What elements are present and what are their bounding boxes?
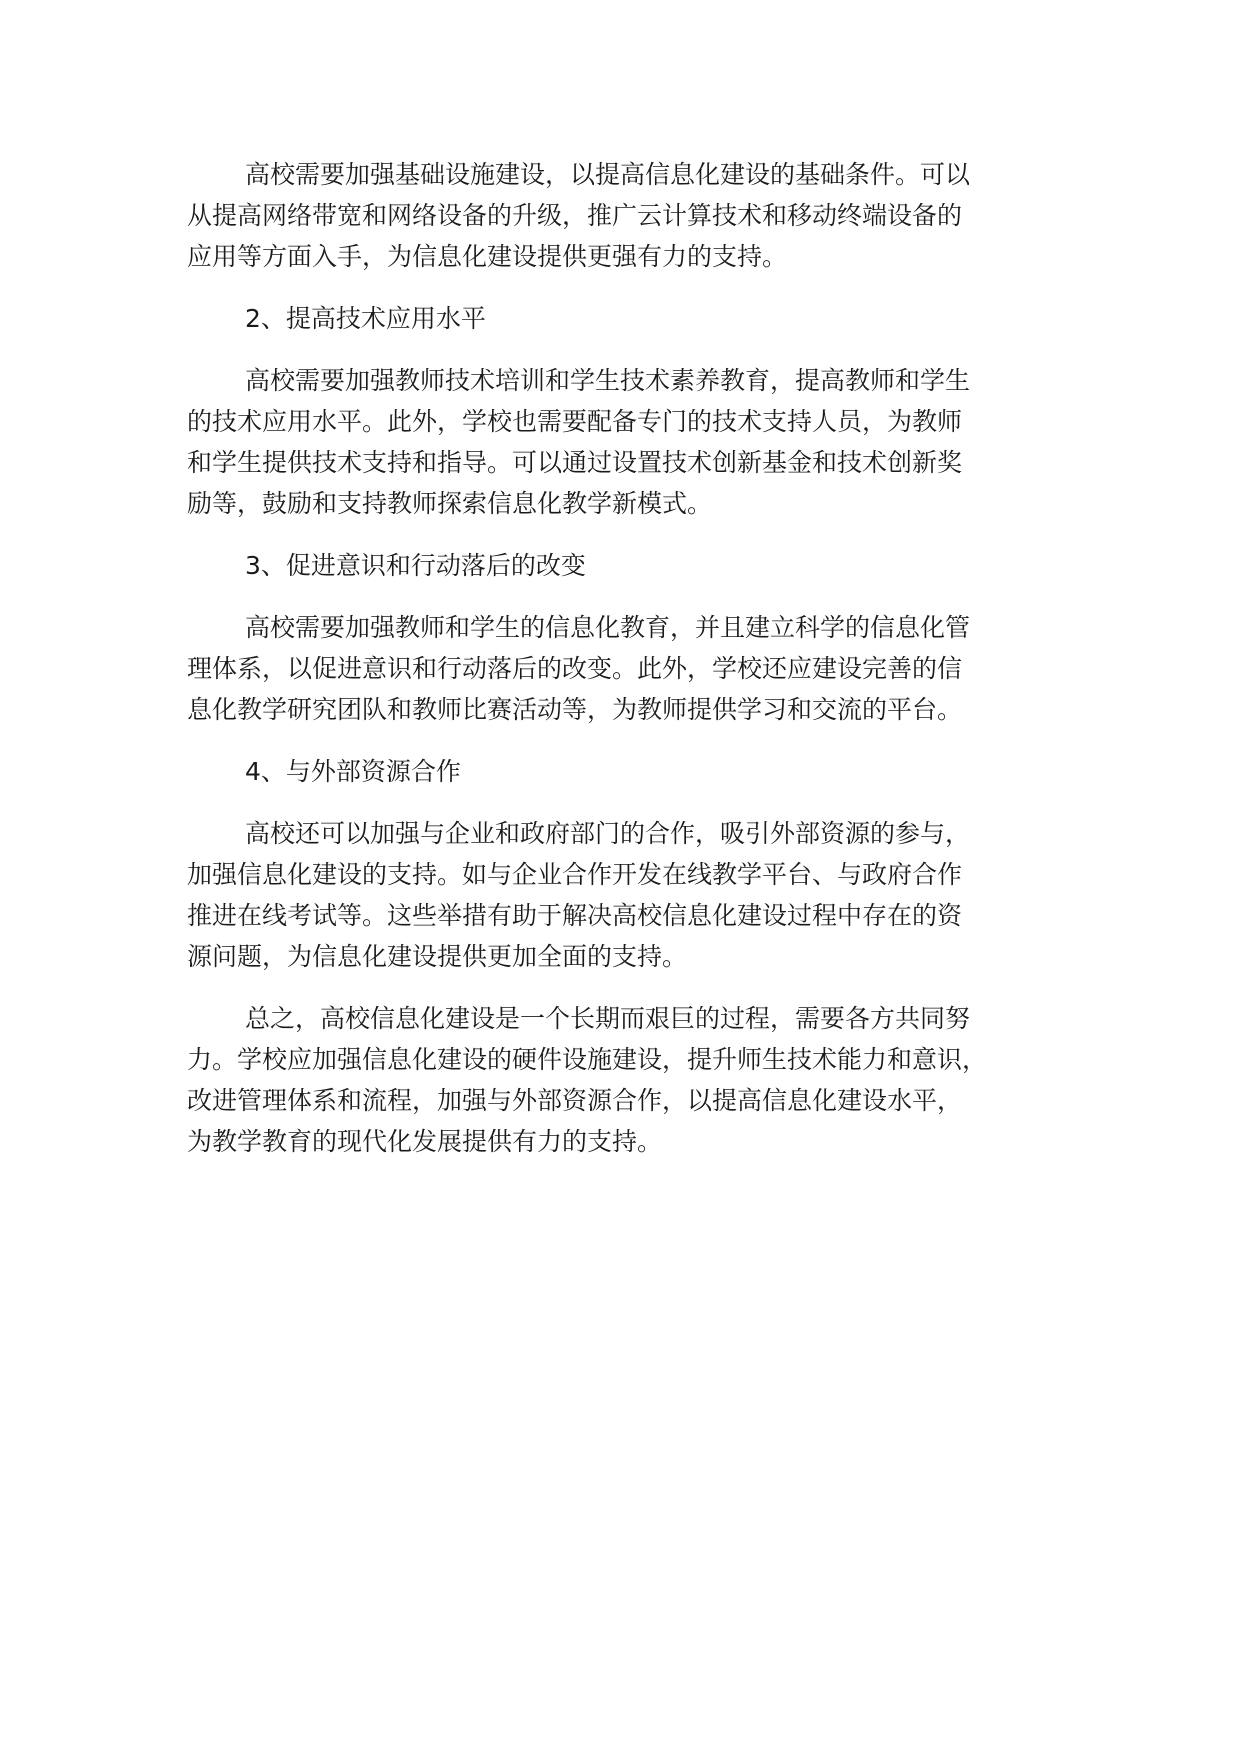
paragraph-infrastructure — [187, 154, 1077, 277]
text-line: 推进在线考试等。这些举措有助于解决高校信息化建设过程中存在的资 — [187, 901, 963, 930]
text-line: 为教学教育的现代化发展提供有力的支持。 — [187, 1127, 663, 1156]
paragraph-awareness — [187, 607, 1077, 730]
section-heading-4: 4、与外部资源合作 — [245, 757, 461, 786]
text-line: 和学生提供技术支持和指导。可以通过设置技术创新基金和技术创新奖 — [187, 448, 963, 477]
document-body — [187, 154, 1077, 1183]
paragraph-tech-application — [187, 360, 1077, 524]
text-line: 高校需要加强教师和学生的信息化教育，并且建立科学的信息化管 — [245, 613, 971, 642]
text-line: 力。学校应加强信息化建设的硬件设施建设，提升师生技术能力和意识， — [187, 1045, 988, 1074]
text-line: 高校需要加强教师技术培训和学生技术素养教育，提高教师和学生 — [245, 366, 971, 395]
text-line: 高校需要加强基础设施建设，以提高信息化建设的基础条件。可以 — [245, 160, 971, 189]
text-line: 息化教学研究团队和教师比赛活动等，为教师提供学习和交流的平台。 — [187, 695, 963, 724]
text-line: 改进管理体系和流程，加强与外部资源合作，以提高信息化建设水平， — [187, 1086, 963, 1115]
text-line: 从提高网络带宽和网络设备的升级，推广云计算技术和移动终端设备的 — [187, 201, 963, 230]
text-line: 总之，高校信息化建设是一个长期而艰巨的过程，需要各方共同努 — [245, 1004, 971, 1033]
text-line: 源问题，为信息化建设提供更加全面的支持。 — [187, 942, 688, 971]
section-heading-2: 2、提高技术应用水平 — [245, 304, 486, 333]
text-line: 应用等方面入手，为信息化建设提供更强有力的支持。 — [187, 242, 788, 271]
text-line: 理体系，以促进意识和行动落后的改变。此外，学校还应建设完善的信 — [187, 654, 963, 683]
text-line: 加强信息化建设的支持。如与企业合作开发在线教学平台、与政府合作 — [187, 860, 963, 889]
paragraph-external-resources — [187, 813, 1077, 977]
text-line: 高校还可以加强与企业和政府部门的合作，吸引外部资源的参与， — [245, 819, 971, 848]
text-line: 的技术应用水平。此外，学校也需要配备专门的技术支持人员，为教师 — [187, 407, 963, 436]
paragraph-conclusion — [187, 998, 1077, 1162]
text-line: 励等，鼓励和支持教师探索信息化教学新模式。 — [187, 489, 713, 518]
section-heading-3: 3、促进意识和行动落后的改变 — [245, 551, 586, 580]
